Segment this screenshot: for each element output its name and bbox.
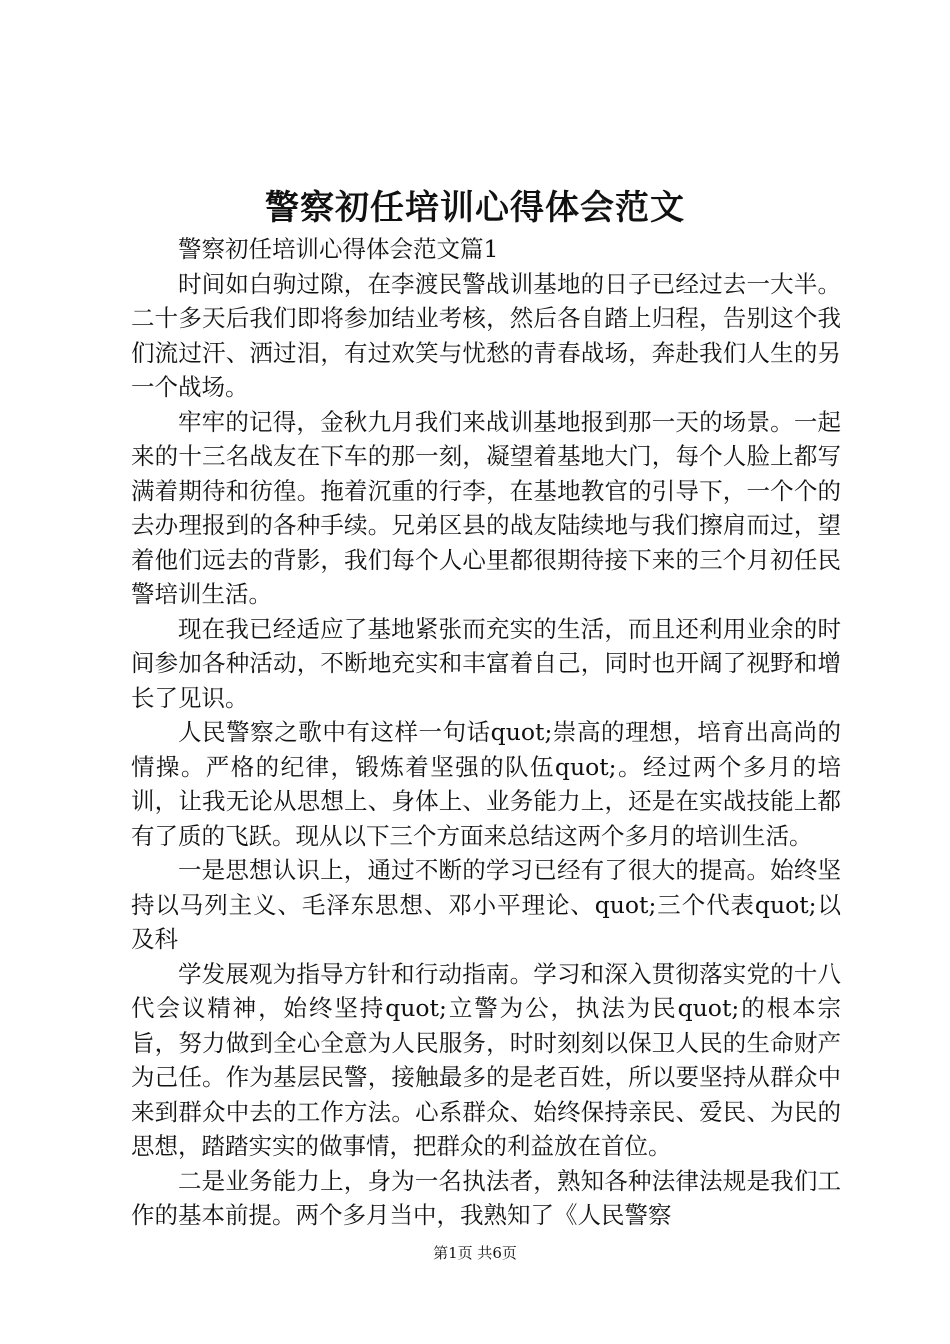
paragraph: 二是业务能力上，身为一名执法者，熟知各种法律法规是我们工作的基本前提。两个多月当中，我熟知了《人民警察 <box>131 1166 841 1229</box>
document-body <box>131 232 841 1233</box>
paragraph: 牢牢的记得，金秋九月我们来战训基地报到那一天的场景。一起来的十三名战友在下车的那一刻，凝望着基地大门，每个人脸上都写满着期待和彷徨。拖着沉重的行李，在基地教官的引导下，一个个的去办理报到的各种手续。兄弟区县的战友陆续地与我们擦肩而过，望着他们远去的背影，我们每个人心里都很期待接下来的三个月初任民警培训生活。 <box>131 407 841 608</box>
paragraph: 学发展观为指导方针和行动指南。学习和深入贯彻落实党的十八代会议精神，始终坚持quot;立警为公，执法为民quot;的根本宗旨，努力做到全心全意为人民服务，时时刻刻以保卫人民的生命财产为己任。作为基层民警，接触最多的是老百姓，所以要坚持从群众中来到群众中去的工作方法。心系群众、始终保持亲民、爱民、为民的思想，踏踏实实的做事情，把群众的利益放在首位。 <box>131 959 841 1160</box>
paragraph-heading: 警察初任培训心得体会范文篇1 <box>178 235 499 263</box>
paragraph: 人民警察之歌中有这样一句话quot;崇高的理想，培育出高尚的情操。严格的纪律，锻炼着坚强的队伍quot;。经过两个多月的培训，让我无论从思想上、身体上、业务能力上，还是在实战技能上都有了质的飞跃。现从以下三个方面来总结这两个多月的培训生活。 <box>131 718 841 850</box>
paragraph: 现在我已经适应了基地紧张而充实的生活，而且还利用业余的时间参加各种活动，不断地充实和丰富着自己，同时也开阔了视野和增长了见识。 <box>131 614 841 712</box>
paragraph: 一是思想认识上，通过不断的学习已经有了很大的提高。始终坚持以马列主义、毛泽东思想、邓小平理论、quot;三个代表quot;以及科 <box>131 856 841 953</box>
document-title: 警察初任培训心得体会范文 <box>265 188 685 228</box>
page-number-footer: 第1页 共6页 <box>433 1244 517 1262</box>
paragraph: 时间如白驹过隙，在李渡民警战训基地的日子已经过去一大半。二十多天后我们即将参加结业考核，然后各自踏上归程，告别这个我们流过汗、洒过泪，有过欢笑与忧愁的青春战场，奔赴我们人生的另一个战场。 <box>131 269 841 401</box>
